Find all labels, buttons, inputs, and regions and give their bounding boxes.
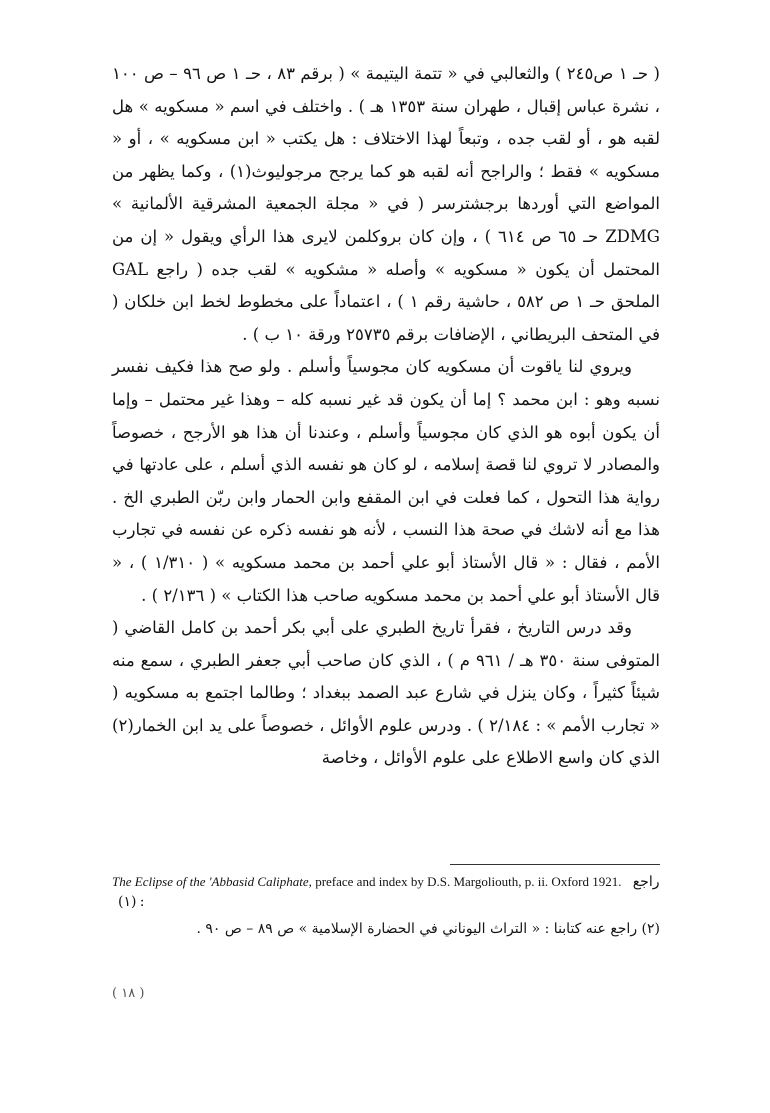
footnotes (112, 872, 660, 940)
page-number: ( ١٨ ) (112, 986, 145, 1001)
paragraph-1: ( حـ ١ ص٢٤٥ ) والثعالبي في « تتمة اليتيمة » ( برقم ٨٣ ، حـ ١ ص ٩٦ – ص ١٠٠ ، نشرة عباس إقبال ، طهران سنة ١٣٥٣ هـ ) . واختلف في اسم « مسكويه » هل لقبه هو ، أو لقب جده ، وتبعاً لهذا الاختلاف : هل يكتب « ابن مسكويه » ، أو « مسكويه » فقط ؛ والراجح أنه لقبه هو كما يرجح مرجوليوث(١) ، وكما يظهر من المواضع التي أوردها برجشترسر ( في « مجلة الجمعية المشرقية الألمانية » ZDMG حـ ٦٥ ص ٦١٤ ) ، وإن كان بروكلمن لايرى هذا الرأي ويقول « إن من المحتمل أن يكون « مسكويه » وأصله « مشكويه » لقب جده ( راجع GAL الملحق حـ ١ ص ٥٨٢ ، حاشية رقم ١ ) ، اعتماداً على مخطوط لخط ابن خلكان ( في المتحف البريطاني ، الإضافات برقم ٢٥٧٣٥ ورقة ١٠ ب ) . (112, 64, 660, 344)
paragraph-3: وقد درس التاريخ ، فقرأ تاريخ الطبري على أبي بكر أحمد بن كامل القاضي ( المتوفى سنة ٣٥٠ هـ / ٩٦١ م ) ، الذي كان صاحب أبي جعفر الطبري ، سمع منه شيئاً كثيراً ، وكان ينزل في شارع عبد الصمد ببغداد ؛ وطالما اجتمع به مسكويه ( « تجارب الأمم » : ٢/١٨٤ ) . ودرس علوم الأوائل ، خصوصاً على يد ابن الخمار(٢) الذي كان واسع الاطلاع على علوم الأوائل ، وخاصة (112, 618, 660, 768)
paragraph-2: ويروي لنا ياقوت أن مسكويه كان مجوسياً وأسلم . ولو صح هذا فكيف نفسر نسبه وهو : ابن محمد ؟ إما أن يكون قد غير نسبه كله – وهذا غير محتمل – وإما أن يكون أبوه هو الذي كان مجوسياً وأسلم ، وعندنا أن هذا هو الأرجح ، خصوصاً والمصادر لا تروي لنا قصة إسلامه ، لو كان هو نفسه الذي أسلم ، على عادتها في رواية هذا التحول ، كما فعلت في ابن المقفع وابن الحمار وابن ربّن الطبري الخ . هذا مع أنه لاشك في صحة هذا النسب ، لأنه هو نفسه ذكره عن نفسه في تجارب الأمم ، فقال : « قال الأستاذ أبو علي أحمد بن محمد مسكويه » ( ١/٣١٠ ) ، « قال الأستاذ أبو علي أحمد بن محمد مسكويه صاحب هذا الكتاب » ( ٢/١٣٦ ) . (112, 357, 661, 605)
footnote-1-rest: preface and index by D.S. Margoliouth, p. ii. Oxford 1921. (311, 874, 622, 889)
footnote-1-title: The Eclipse of the 'Abbasid Caliphate, (112, 874, 312, 889)
footnote-2: (٢) راجع عنه كتابنا : « التراث اليوناني في الحضارة الإسلامية » ص ٨٩ – ص ٩٠ . (196, 921, 660, 937)
footnote-1-ref: راجع : (139, 874, 660, 910)
footnote-1 (112, 872, 660, 912)
footnote-separator (450, 864, 660, 865)
footnote-1-marker: (١) (118, 894, 137, 910)
main-text (112, 58, 660, 775)
